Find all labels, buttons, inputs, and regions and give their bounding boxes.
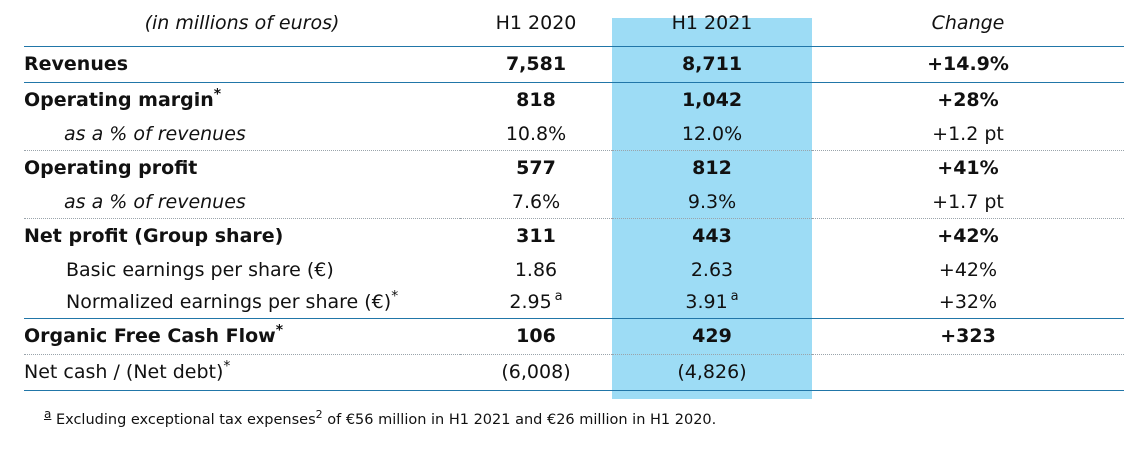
- net-cash-debt-text: Net cash / (Net debt): [24, 361, 224, 383]
- table-row: [24, 354, 1124, 390]
- footnote-mark-a: a: [554, 289, 563, 305]
- footnote-superscript-2: 2: [315, 408, 323, 422]
- footnote: [44, 407, 717, 428]
- row-label-profit-pct-revenues: as a % of revenues: [64, 190, 246, 213]
- margin-pct-2021: 12.0%: [681, 122, 743, 145]
- net-cash-debt-2020: (6,008): [460, 354, 612, 390]
- row-label-normalized-eps: [24, 286, 460, 318]
- revenues-2021: 8,711: [612, 46, 812, 82]
- revenues-2020: 7,581: [460, 46, 612, 82]
- profit-pct-2021: 9.3%: [687, 190, 737, 213]
- net-cash-debt-2021: (4,826): [612, 354, 812, 390]
- header-h1-2020: H1 2020: [495, 11, 577, 34]
- net-profit-change: +42%: [812, 218, 1124, 254]
- normalized-eps-2021-value: 3.91: [685, 290, 728, 313]
- profit-pct-2020: 7.6%: [511, 190, 561, 213]
- operating-margin-2020: 818: [460, 82, 612, 118]
- normalized-eps-2020: [460, 286, 612, 318]
- basic-eps-2021: 2.63: [690, 259, 734, 281]
- net-profit-2020: 311: [460, 218, 612, 254]
- normalized-eps-2021: [612, 286, 812, 318]
- table-header-row: [24, 0, 1124, 46]
- table-row: [24, 318, 1124, 354]
- header-units-label: (in millions of euros): [144, 11, 340, 34]
- operating-profit-2021: 812: [612, 150, 812, 186]
- normalized-eps-text: Normalized earnings per share (€): [66, 290, 392, 313]
- table-row: [24, 118, 1124, 150]
- operating-profit-2020: 577: [460, 150, 612, 186]
- table-row: [24, 82, 1124, 118]
- organic-fcf-2021: 429: [612, 318, 812, 354]
- footnote-star: *: [275, 322, 284, 339]
- financial-summary-table: [24, 0, 1124, 391]
- revenues-change: +14.9%: [812, 46, 1124, 82]
- margin-pct-2020: 10.8%: [505, 122, 567, 145]
- table-row: [24, 218, 1124, 254]
- table-row: [24, 150, 1124, 186]
- row-label-net-cash-debt: [24, 354, 460, 390]
- profit-pct-change: +1.7 pt: [932, 190, 1004, 213]
- operating-profit-change: +41%: [812, 150, 1124, 186]
- row-label-margin-pct-revenues: as a % of revenues: [64, 122, 246, 145]
- row-label-basic-eps: Basic earnings per share (€): [66, 259, 334, 281]
- operating-margin-2021: 1,042: [612, 82, 812, 118]
- footnote-text-after: of €56 million in H1 2021 and €26 million in H1 2020.: [322, 412, 717, 428]
- organic-fcf-2020: 106: [460, 318, 612, 354]
- footnote-mark-a: a: [730, 289, 739, 305]
- table-row: [24, 286, 1124, 318]
- footnote-star: *: [391, 288, 399, 305]
- header-h1-2021: H1 2021: [671, 11, 753, 34]
- organic-fcf-text: Organic Free Cash Flow: [24, 325, 276, 347]
- net-profit-2021: 443: [612, 218, 812, 254]
- row-label-organic-fcf: [24, 318, 460, 354]
- table-row: [24, 254, 1124, 286]
- basic-eps-change: +42%: [938, 259, 998, 281]
- table-bottom-rule: [24, 390, 1124, 391]
- normalized-eps-2020-value: 2.95: [509, 290, 552, 313]
- row-label-revenues: Revenues: [24, 46, 460, 82]
- header-change: Change: [931, 11, 1005, 34]
- operating-margin-change: +28%: [812, 82, 1124, 118]
- operating-margin-text: Operating margin: [24, 89, 214, 112]
- row-label-operating-margin: [24, 82, 460, 118]
- organic-fcf-change: +323: [812, 318, 1124, 354]
- row-label-net-profit: Net profit (Group share): [24, 218, 460, 254]
- margin-pct-change: +1.2 pt: [932, 122, 1004, 145]
- footnote-text-before: Excluding exceptional tax expenses: [51, 412, 316, 428]
- table-row: [24, 46, 1124, 82]
- table-row: [24, 186, 1124, 218]
- footnote-mark-a: a: [44, 407, 52, 422]
- normalized-eps-change: +32%: [938, 290, 998, 313]
- footnote-star: *: [213, 86, 222, 103]
- row-label-operating-profit: Operating profit: [24, 150, 460, 186]
- basic-eps-2020: 1.86: [514, 259, 558, 281]
- net-cash-debt-change: [812, 354, 1124, 390]
- footnote-star: *: [223, 358, 231, 375]
